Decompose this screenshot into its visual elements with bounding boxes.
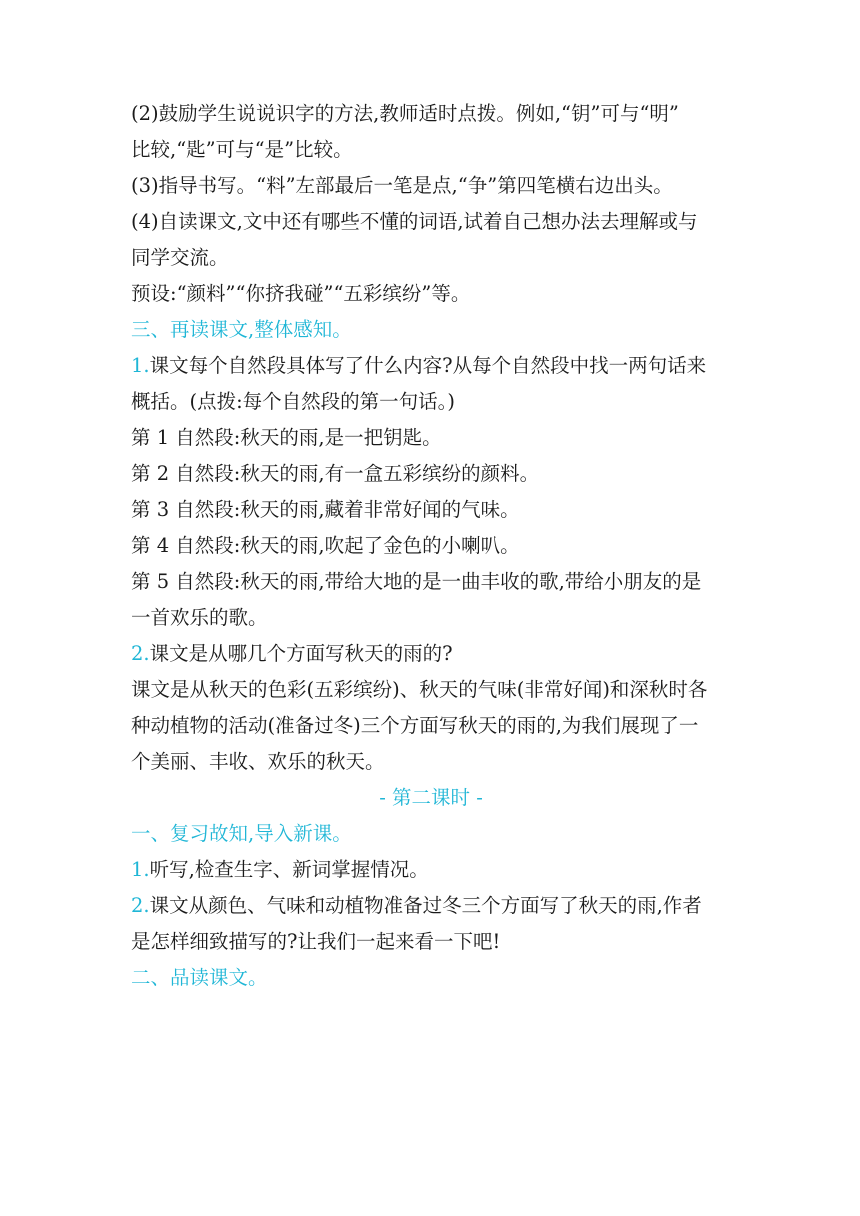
paragraph-recognition-methods xyxy=(131,96,731,168)
item-text: 课文从颜色、气味和动植物准备过冬三个方面写了秋天的雨,作者 xyxy=(149,894,702,917)
text-line: 概括。(点拨:每个自然段的第一句话。) xyxy=(131,390,456,413)
paragraph-self-reading xyxy=(131,204,731,276)
text-line xyxy=(131,888,731,924)
summary-paragraph-4: 第 4 自然段:秋天的雨,吹起了金色的小喇叭。 xyxy=(131,534,520,557)
answer-2 xyxy=(131,672,731,780)
text-line xyxy=(131,636,731,672)
text-line: 课文是从秋天的色彩(五彩缤纷)、秋天的气味(非常好闻)和深秋时各 xyxy=(131,678,708,701)
paragraph-preset xyxy=(131,276,731,312)
text-line: 种动植物的活动(准备过冬)三个方面写秋天的雨的,为我们展现了一 xyxy=(131,714,699,737)
section-heading-reread: 三、再读课文,整体感知。 xyxy=(131,318,352,341)
summary-paragraph-3: 第 3 自然段:秋天的雨,藏着非常好闻的气味。 xyxy=(131,498,520,521)
question-number: 2. xyxy=(131,642,150,665)
item-number: 2. xyxy=(131,894,150,917)
item-text: 听写,检查生字、新词掌握情况。 xyxy=(149,858,429,881)
lesson-section-title: - 第二课时 - xyxy=(379,786,483,809)
text-line: 同学交流。 xyxy=(131,246,229,269)
text-line xyxy=(131,348,731,384)
question-2 xyxy=(131,636,731,672)
text-line: 一首欢乐的歌。 xyxy=(131,606,268,629)
summary-paragraph-2: 第 2 自然段:秋天的雨,有一盒五彩缤纷的颜料。 xyxy=(131,462,540,485)
text-line: 个美丽、丰收、欢乐的秋天。 xyxy=(131,750,385,773)
section-heading-review: 一、复习故知,导入新课。 xyxy=(131,822,352,845)
text-line: 预设:“颜料”“你挤我碰”“五彩缤纷”等。 xyxy=(131,282,471,305)
text-line xyxy=(131,852,731,888)
summary-paragraph-1: 第 1 自然段:秋天的雨,是一把钥匙。 xyxy=(131,426,442,449)
document-page xyxy=(131,96,731,996)
summary-paragraph-5 xyxy=(131,564,731,636)
question-text: 课文是从哪几个方面写秋天的雨的? xyxy=(149,642,453,665)
section-heading-reading: 二、品读课文。 xyxy=(131,966,268,989)
text-line: (2)鼓励学生说说识字的方法,教师适时点拨。例如,“钥”可与“明” xyxy=(131,102,679,125)
paragraph-writing-guidance xyxy=(131,168,731,204)
text-line: 是怎样细致描写的?让我们一起来看一下吧! xyxy=(131,930,501,953)
review-item-2 xyxy=(131,888,731,960)
text-line: (3)指导书写。“料”左部最后一笔是点,“争”第四笔横右边出头。 xyxy=(131,174,673,197)
text-line: 第 5 自然段:秋天的雨,带给大地的是一曲丰收的歌,带给小朋友的是 xyxy=(131,570,702,593)
question-text: 课文每个自然段具体写了什么内容?从每个自然段中找一两句话来 xyxy=(149,354,707,377)
text-line: 比较,“匙”可与“是”比较。 xyxy=(131,138,353,161)
text-line: (4)自读课文,文中还有哪些不懂的词语,试着自己想办法去理解或与 xyxy=(131,210,698,233)
question-1 xyxy=(131,348,731,420)
item-number: 1. xyxy=(131,858,150,881)
review-item-1 xyxy=(131,852,731,888)
question-number: 1. xyxy=(131,354,150,377)
